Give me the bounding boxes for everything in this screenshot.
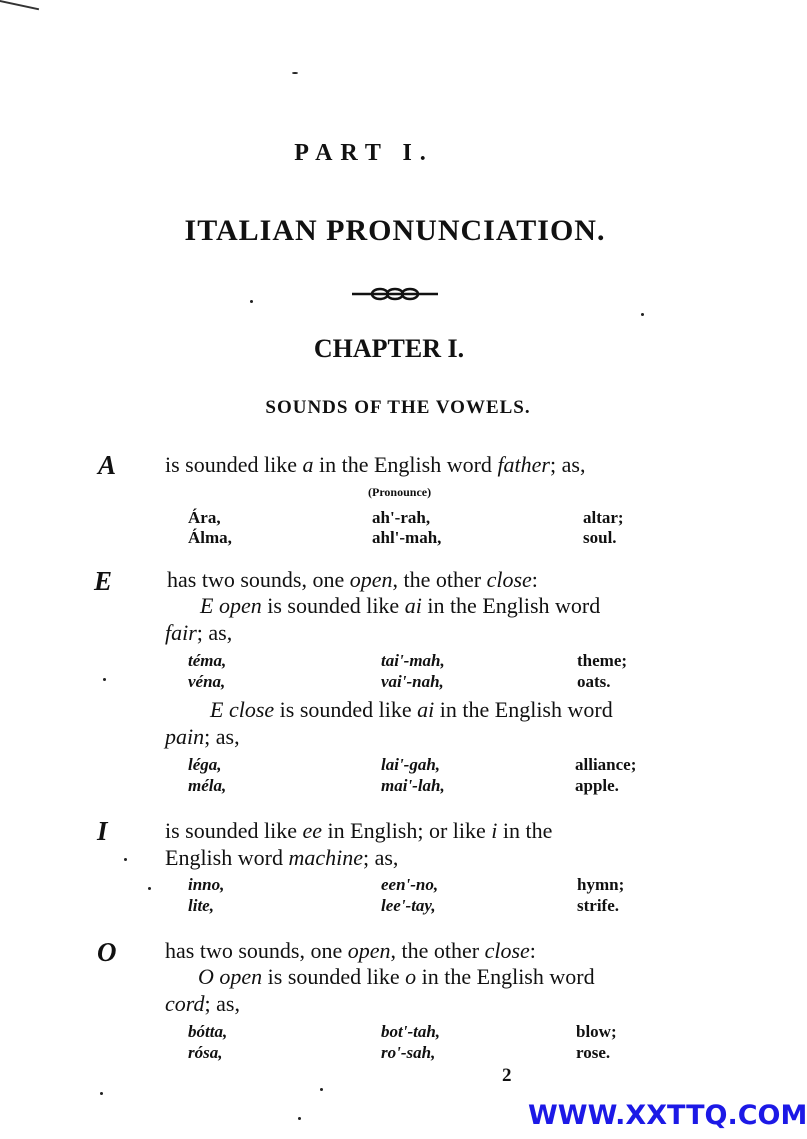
e-open-example-word [165, 620, 232, 646]
text: ai [404, 593, 422, 618]
example-pronunciation: bot'-tah, [381, 1022, 441, 1041]
text: fair [165, 620, 197, 645]
example-pronunciation: mai'-lah, [381, 776, 445, 795]
text: E close [210, 697, 275, 722]
example-meaning: blow; [576, 1022, 617, 1041]
text: in the English word [434, 697, 613, 722]
watermark-link[interactable]: WWW.XXTTQ.COM [528, 1100, 807, 1131]
example-pronunciation: tai'-mah, [381, 651, 445, 670]
example-word: téma, [188, 651, 227, 670]
scan-speck [124, 858, 127, 861]
text: in the English word [416, 964, 595, 989]
text: : [531, 567, 538, 592]
example-pronunciation: lai'-gah, [381, 755, 441, 774]
text: o [405, 964, 417, 989]
scan-speck [250, 300, 253, 303]
page-number: 2 [502, 1065, 512, 1086]
scan-speck [641, 313, 644, 316]
example-pronunciation: ah'-rah, [372, 508, 431, 527]
vowel-e-description [167, 567, 538, 593]
scan-speck [103, 678, 106, 681]
o-open-example-word [165, 991, 240, 1017]
text: machine [288, 845, 363, 870]
text: ; as, [362, 845, 399, 870]
e-close-description [210, 697, 613, 723]
example-meaning: rose. [576, 1043, 611, 1062]
scan-speck [292, 72, 298, 74]
pronounce-label: (Pronounce) [368, 485, 432, 499]
o-open-description [198, 964, 595, 990]
section-subheading: SOUNDS OF THE VOWELS. [265, 397, 531, 418]
vowel-letter-i: I [97, 816, 108, 846]
text: : [529, 938, 536, 963]
text: ; as, [204, 724, 240, 749]
vowel-letter-e: E [94, 566, 113, 596]
text: ee [302, 818, 323, 843]
example-meaning: altar; [583, 508, 624, 527]
example-meaning: oats. [577, 672, 611, 691]
example-meaning: hymn; [577, 875, 625, 894]
example-pronunciation: een'-no, [381, 875, 439, 894]
e-open-description [200, 593, 600, 619]
scan-speck [100, 1092, 103, 1095]
text: open [349, 567, 393, 592]
text: ; as, [204, 991, 240, 1016]
text: i [491, 818, 498, 843]
scan-speck [320, 1088, 323, 1091]
page-title: ITALIAN PRONUNCIATION. [184, 214, 606, 247]
text: ; as, [196, 620, 233, 645]
text: father [497, 452, 550, 477]
vowel-i-description-cont [165, 845, 398, 871]
text: cord [165, 991, 205, 1016]
text: English word [165, 845, 289, 870]
vowel-a-description [165, 452, 585, 478]
scan-edge-mark [0, 0, 39, 22]
vowel-letter-a: A [98, 450, 117, 480]
example-pronunciation: lee'-tay, [381, 896, 436, 915]
example-pronunciation: ahl'-mah, [372, 528, 442, 547]
example-meaning: theme; [577, 651, 628, 670]
text: is sounded like [261, 593, 405, 618]
text: close [486, 567, 532, 592]
example-meaning: soul. [583, 528, 617, 547]
example-word: véna, [188, 672, 226, 691]
text: , the other [392, 567, 487, 592]
text: in the English word [313, 452, 498, 477]
text: close [484, 938, 530, 963]
vowel-o-description [165, 938, 536, 964]
text: is sounded like [274, 697, 418, 722]
example-word: méla, [188, 776, 227, 795]
example-word: lite, [188, 896, 214, 915]
text: , the other [390, 938, 485, 963]
example-word: léga, [188, 755, 222, 774]
example-word: inno, [188, 875, 225, 894]
text: ; as, [550, 452, 586, 477]
scan-speck [298, 1117, 301, 1120]
scan-speck [148, 887, 151, 890]
text: pain [165, 724, 205, 749]
text: is sounded like [262, 964, 406, 989]
example-meaning: apple. [575, 776, 619, 795]
text: has two sounds, one [167, 567, 350, 592]
example-word: Álma, [188, 528, 232, 547]
text: O open [198, 964, 263, 989]
example-word: bótta, [188, 1022, 228, 1041]
text: in English; or like [322, 818, 492, 843]
text: in the English word [421, 593, 601, 618]
text: is sounded like [165, 818, 303, 843]
text: open [347, 938, 391, 963]
example-meaning: alliance; [575, 755, 637, 774]
example-pronunciation: ro'-sah, [381, 1043, 436, 1062]
chapter-heading: CHAPTER I. [313, 334, 465, 363]
example-meaning: strife. [577, 896, 620, 915]
e-close-example-word [165, 724, 240, 750]
example-pronunciation: vai'-nah, [381, 672, 444, 691]
text: has two sounds, one [165, 938, 348, 963]
text: E open [200, 593, 262, 618]
text: a [302, 452, 314, 477]
vowel-i-description [165, 818, 552, 844]
example-word: rósa, [188, 1043, 223, 1062]
text: ai [417, 697, 435, 722]
part-heading: PART I. [294, 140, 434, 166]
text: is sounded like [165, 452, 303, 477]
vowel-letter-o: O [97, 937, 117, 967]
text: in the [497, 818, 553, 843]
ornament-divider [350, 284, 440, 304]
example-word: Ára, [188, 508, 221, 527]
